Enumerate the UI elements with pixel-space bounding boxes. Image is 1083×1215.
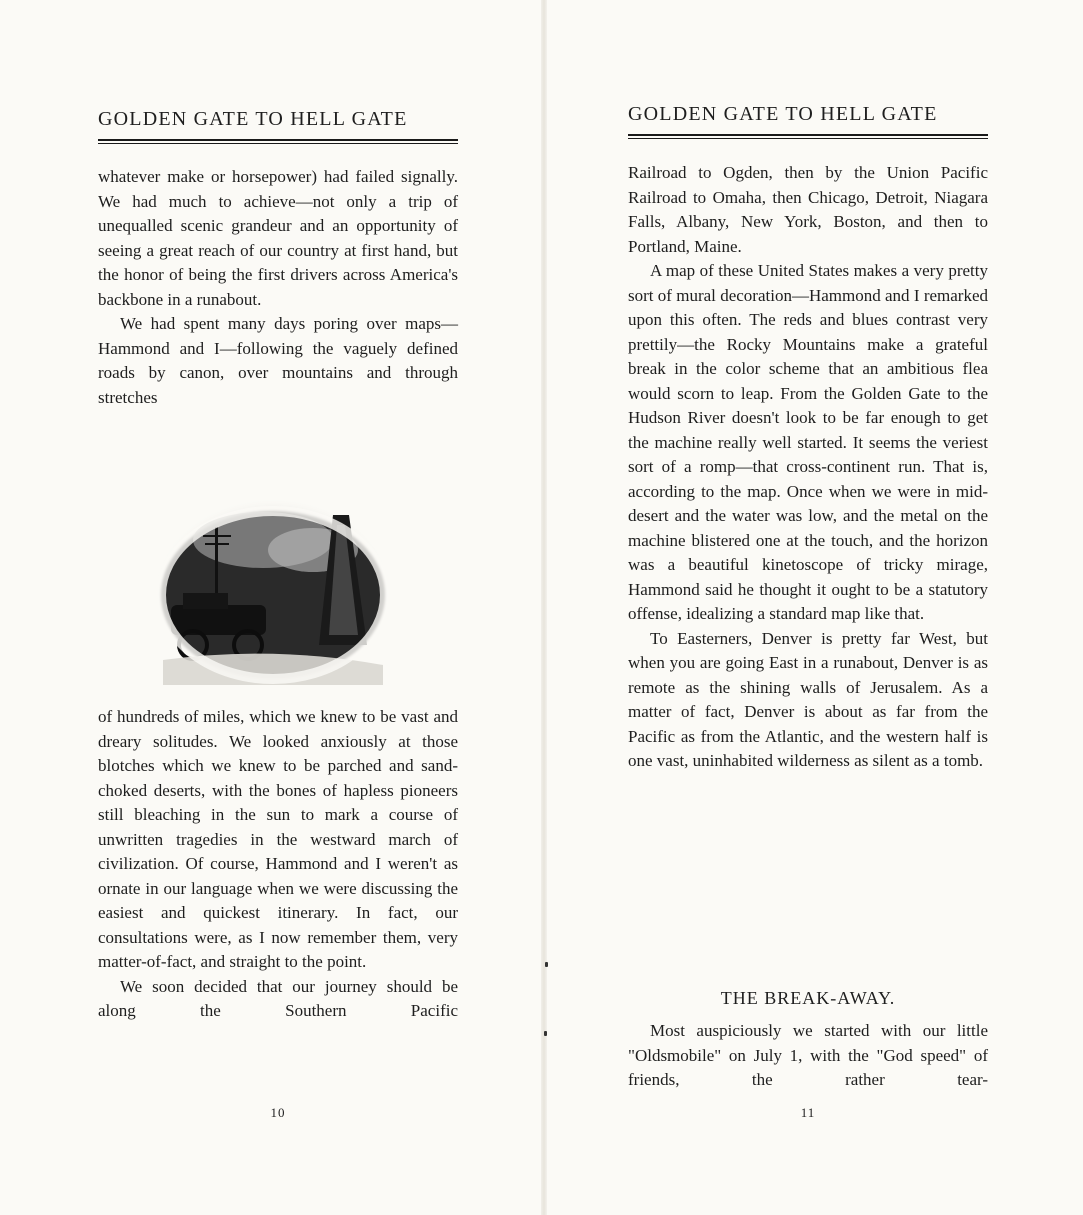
gutter-mark-lower: [544, 1031, 547, 1036]
left-running-head: GOLDEN GATE TO HELL GATE: [98, 108, 408, 130]
right-paragraph-2: A map of these United States makes a very pretty sort of mural decoration—Hammond and I remarked upon this often. The reds and blues contrast very prettily—the Rocky Mountains make a grateful break in the color scheme that an ambitious flea would scorn to leap. From the Golden Gate to the Hudson River doesn't look to be far enough to get the machine really well started. It seems the veriest sort of a romp—that cross-continent run. That is, according to the map. Once when we were in mid-desert and the water was low, and the metal on the machine blistered one at the touch, and the horizon was a beautiful kinetoscope of tricky mirage, Hammond said he thought it ought to be a statutory offense, idealizing a standard map like that.: [628, 261, 988, 623]
right-text-after-heading: [628, 1019, 988, 1093]
left-head-rule: [98, 139, 458, 144]
right-page: [628, 0, 988, 1215]
left-paragraph-4: We soon decided that our journey should be along the Southern Pacific: [98, 976, 458, 1020]
right-text-main: [628, 161, 988, 774]
left-paragraph-3: of hundreds of miles, which we knew to be vast and dreary solitudes. We looked anxiously at those blotches which we knew to be parched and sand-choked deserts, with the bones of hapless pioneers still bleaching in the sun to mark a course of unwritten tragedies in the westward march of civilization. Of course, Hammond and I weren't as ornate in our language when we were discussing the easiest and quickest itinerary. In fact, our consultations were, as I now remember them, very matter-of-fact, and straight to the point.: [98, 707, 458, 971]
left-text-top: [98, 165, 458, 410]
right-paragraph-1: Railroad to Ogden, then by the Union Pacific Railroad to Omaha, then Chicago, Detroit, Niagara Falls, Albany, New York, Boston, and then to Portland, Maine.: [628, 163, 988, 256]
right-page-number: 11: [800, 1105, 816, 1120]
section-heading: THE BREAK-AWAY.: [720, 988, 896, 1008]
left-page-number: 10: [270, 1105, 286, 1120]
right-paragraph-3: To Easterners, Denver is pretty far West, but when you are going East in a runabout, Denver is as remote as the shining walls of Jerusalem. As a matter of fact, Denver is about as far from the Pacific as from the Atlantic, and the western half is one vast, uninhabited wilderness as silent as a tomb.: [628, 628, 988, 770]
left-text-bottom: [98, 705, 458, 1024]
left-page: [98, 0, 458, 1215]
right-head-rule: [628, 134, 988, 139]
right-paragraph-4: Most auspiciously we started with our little "Oldsmobile" on July 1, with the "God speed" of friends, the rather tear-: [628, 1021, 988, 1089]
car-vignette-illustration: [153, 495, 393, 685]
gutter-mark-upper: [545, 962, 548, 967]
left-paragraph-2: We had spent many days poring over maps—Hammond and I—following the vaguely defined roads by canon, over mountains and through stretches: [98, 314, 458, 407]
right-running-head: GOLDEN GATE TO HELL GATE: [628, 103, 938, 125]
left-paragraph-1: whatever make or horsepower) had failed signally. We had much to achieve—not only a trip of unequalled scenic grandeur and an opportunity of seeing a great reach of our country at first hand, but the honor of being the first drivers across America's backbone in a runabout.: [98, 167, 458, 309]
